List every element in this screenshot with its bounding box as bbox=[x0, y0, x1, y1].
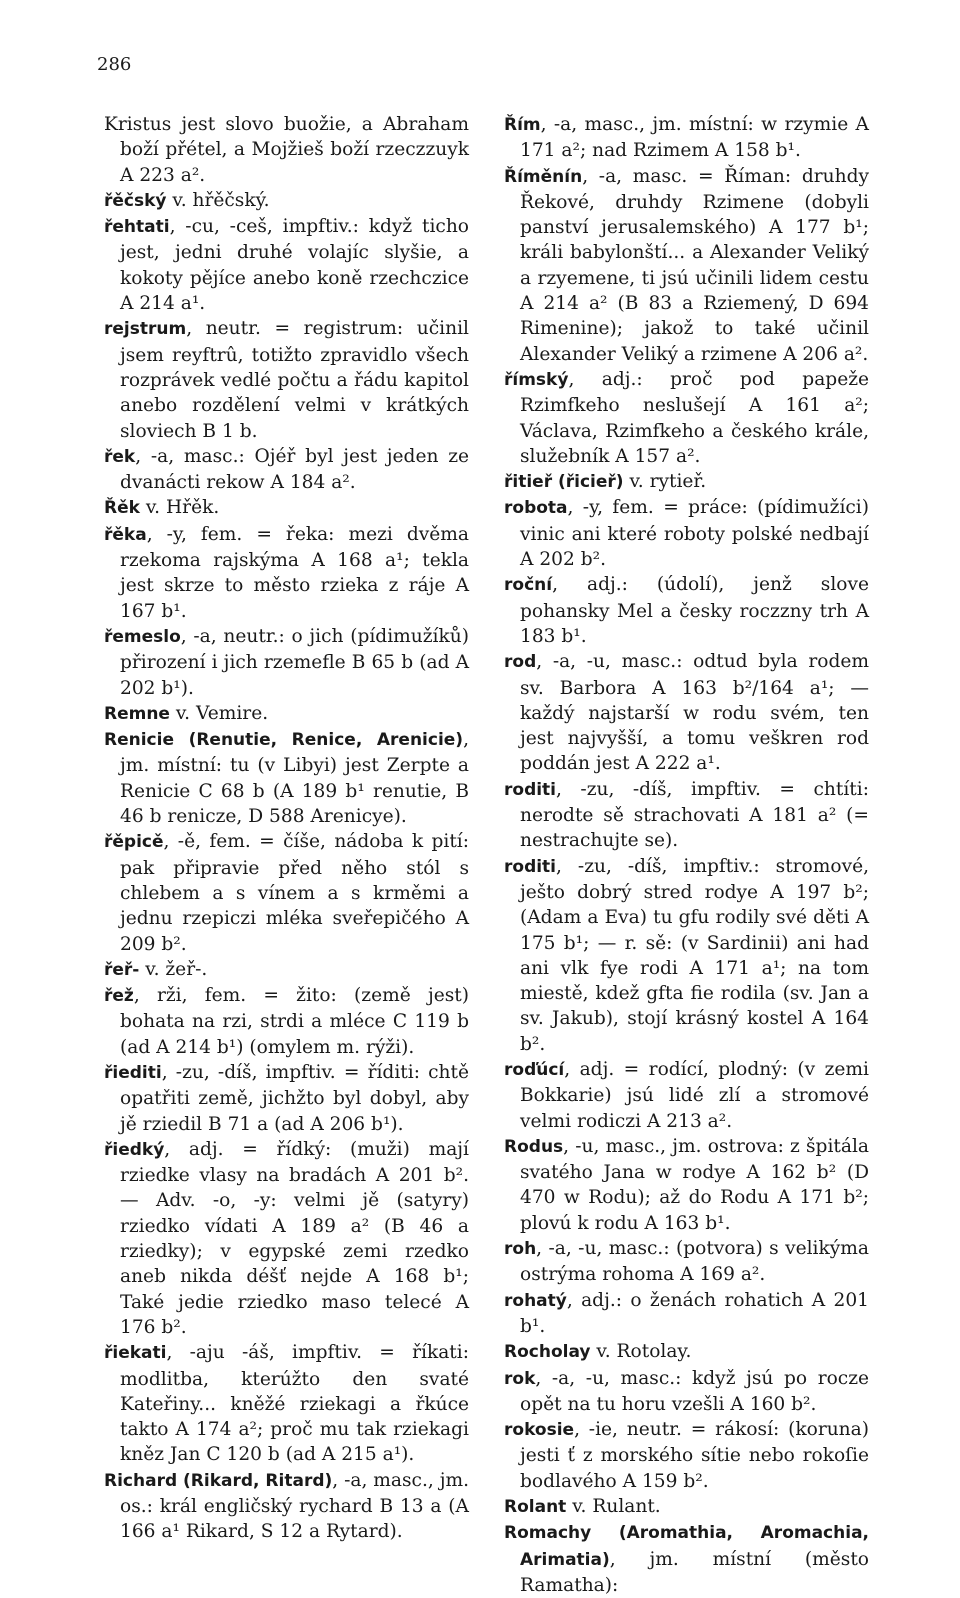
entry-headword: rohatý bbox=[504, 1290, 567, 1311]
entry-text: , neutr. = registrum: učinil jsem reyftrû, totižto zpravidlo všech rozprávek vedlé počtu a řádu kapitol anebo rozdělení velmi v krátkých sloviech B 1 b. bbox=[120, 318, 469, 442]
entry-text: , -a, -u, masc.: odtud byla rodem sv. Barbora A 163 b²/164 a¹; — každý najstarší w rodu svém, ten jest najvyšší, a tomu veškren rod poddán jest A 222 a¹. bbox=[520, 651, 869, 775]
dictionary-entry bbox=[104, 316, 469, 443]
entry-text: , -y, fem. = práce: (pídimužíci) vinic ani které roboty polské nedbají A 202 b². bbox=[520, 497, 869, 571]
dictionary-entry bbox=[104, 444, 469, 496]
dictionary-entry bbox=[104, 188, 469, 214]
dictionary-entry bbox=[504, 1520, 869, 1598]
entry-text: , -aju -áš, impftiv. = říkati: modlitba, kterúžto den svaté Kateřiny... kněžé rziekagi a řkúce takto A 174 a²; proč mu tak rziekagi kněz Jan C 120 b (ad A 215 a¹). bbox=[120, 1342, 469, 1466]
entry-headword: rejstrum bbox=[104, 319, 187, 340]
entry-text: , -zu, -díš, impftiv. = chtíti: nerodte sě strachovati A 181 a² (= nestrachujte se). bbox=[520, 778, 869, 852]
entry-headword: řehtati bbox=[104, 217, 170, 238]
dictionary-entry bbox=[504, 469, 869, 495]
entry-text: v. Vemire. bbox=[169, 702, 269, 724]
dictionary-entry bbox=[104, 1468, 469, 1545]
entry-headword: řěpicě bbox=[104, 832, 164, 853]
entry-headword: řiedký bbox=[104, 1139, 165, 1160]
dictionary-entry bbox=[504, 1366, 869, 1418]
entry-text: v. žeř-. bbox=[139, 958, 208, 980]
dictionary-entry bbox=[504, 1134, 869, 1236]
dictionary-entry bbox=[504, 1288, 869, 1340]
dictionary-entry bbox=[104, 1137, 469, 1340]
entry-headword: řěčský bbox=[104, 190, 167, 211]
entry-text: , jm. místní: tu (v Libyi) jest Zerpte a Renicie C 68 b (A 189 b¹ renutie, B 46 b renicze, D 588 Arenicye). bbox=[120, 729, 469, 828]
entry-headword: Rocholay bbox=[504, 1342, 591, 1363]
dictionary-entry bbox=[504, 164, 869, 367]
entry-text: , adj.: o ženách rohatich A 201 b¹. bbox=[520, 1289, 869, 1337]
entry-headword: robota bbox=[504, 498, 568, 519]
entry-headword: roditi bbox=[504, 856, 557, 877]
entry-headword: rokosie bbox=[504, 1420, 575, 1441]
entry-text: , jm. místní (město Ramatha): bbox=[520, 1548, 869, 1596]
dictionary-entry bbox=[504, 572, 869, 649]
dictionary-entry bbox=[104, 701, 469, 727]
entry-text: v. Rotolay. bbox=[590, 1341, 692, 1363]
entry-text: , -a, neutr.: o jich (pídimužíků) přirození i jich rzemefle B 65 b (ad A 202 b¹). bbox=[120, 625, 469, 699]
left-column bbox=[104, 112, 469, 1545]
dictionary-entry bbox=[504, 495, 869, 572]
entry-text: , -a, masc.: Ojéř byl jest jeden ze dvanácti rekow A 184 a². bbox=[120, 445, 469, 494]
dictionary-entry bbox=[104, 1340, 469, 1467]
entry-headword: Řím bbox=[504, 115, 541, 135]
entry-text: , -ě, fem. = číše, nádoba k pití: pak připravie před něho stól s chlebem a s vínem a s krměmi a jednu rzepiczi mléka sveřepičého A 209 b². bbox=[120, 831, 469, 955]
dictionary-entry bbox=[104, 983, 469, 1060]
entry-headword: řemeslo bbox=[104, 626, 181, 647]
dictionary-entry bbox=[104, 727, 469, 829]
entry-headword: Rodus bbox=[504, 1136, 564, 1157]
dictionary-entry bbox=[104, 624, 469, 701]
entry-text: v. Hřěk. bbox=[139, 497, 220, 519]
entry-text: , -cu, -ceš, impftiv.: když ticho jest, jedni druhé volajíc slyšie, a kokoty pějíce anebo koně rzechczice A 214 a¹. bbox=[120, 216, 469, 315]
entry-text: v. hřěčský. bbox=[166, 189, 270, 211]
entry-text: , -a, masc. = Říman: druhdy Řekové, druhdy Rzimene (dobyli panství jerusalemského) A 177 b¹; králi babylonští... a Alexander Veliký a rzyemene, ti jsú učinili lidem cestu A 214 a² (B 83 a Rziemený, D 694 Rimenine); jakož to také učinil Alexander Veliký a rzimene A 206 a². bbox=[520, 165, 869, 365]
entry-headword: Romachy (Aromathia, Aromachia, Arimatia) bbox=[504, 1523, 869, 1570]
dictionary-entry bbox=[504, 777, 869, 854]
entry-headword: roh bbox=[504, 1239, 537, 1260]
dictionary-entry bbox=[104, 112, 469, 188]
dictionary-entry bbox=[504, 1494, 869, 1520]
page-number: 286 bbox=[97, 54, 132, 75]
entry-text: , adj.: proč pod papeže Rzimfkeho neslušejí A 161 a²; Václava, Rzimfkeho a českého krále, služebník A 157 a². bbox=[520, 368, 869, 467]
entry-headword: Říměnín bbox=[504, 166, 583, 187]
entry-headword: římský bbox=[504, 369, 569, 390]
dictionary-entry bbox=[104, 214, 469, 316]
entry-text: , -ie, neutr. = rákosí: (koruna) jesti ť z morského sítie nebo rokoſie bodlavého A 159 b². bbox=[520, 1419, 869, 1492]
entry-headword: řeř- bbox=[104, 959, 140, 980]
entry-text: , -a, masc., jm. os.: král engličský rychard B 13 a (A 166 a¹ Rikard, S 12 a Rytard). bbox=[120, 1469, 470, 1543]
entry-headword: řiediti bbox=[104, 1062, 162, 1083]
entry-headword: Řěk bbox=[104, 498, 140, 519]
entry-text: v. Rulant. bbox=[566, 1496, 661, 1518]
entry-text: , -a, masc., jm. místní: w rzymie A 171 a²; nad Rzimem A 158 b¹. bbox=[520, 114, 869, 162]
dictionary-entry bbox=[504, 854, 869, 1057]
entry-text: , adj. = řídký: (muži) mají rziedke vlasy na bradách A 201 b². — Adv. -o, -y: velmi jě (satyry) rziedko vídati A 189 a² (B 46 a rziedky); v egypské zemi rzedko aneb nikda déšť nejde A 168 b¹; Také jedie rziedko maso telecé A 176 b². bbox=[120, 1138, 469, 1338]
entry-headword: Rolant bbox=[504, 1497, 567, 1518]
entry-text: Kristus jest slovo buožie, a Abraham boží přétel, a Mojžieš boží rzeczzuyk A 223 a². bbox=[104, 114, 469, 186]
entry-headword: řiekati bbox=[104, 1343, 167, 1364]
entry-headword: řež bbox=[104, 986, 134, 1007]
entry-text: , -a, -u, masc.: (potvora) s velikýma ostrýma rohoma A 169 a². bbox=[520, 1238, 869, 1286]
dictionary-entry bbox=[104, 1060, 469, 1137]
dictionary-entry bbox=[104, 829, 469, 956]
entry-text: , rži, fem. = žito: (země jest) bohata na rzi, strdi a mléce C 119 b (ad A 214 b¹) (omylem m. rýži). bbox=[120, 985, 469, 1058]
dictionary-entry bbox=[504, 1236, 869, 1288]
dictionary-entry bbox=[104, 522, 469, 624]
entry-headword: Renicie (Renutie, Renice, Arenicie) bbox=[104, 730, 464, 751]
entry-headword: řek bbox=[104, 446, 136, 467]
entry-headword: roďúcí bbox=[504, 1059, 565, 1080]
entry-text: v. rytieř. bbox=[623, 471, 707, 493]
entry-text: , -zu, -díš, impftiv.: stromové, ješto dobrý stred rodye A 197 b²; (Adam a Eva) tu gfu rodily své děti A 175 b¹; — r. sě: (v Sardinii) ani had ani vlk fye rodi A 171 a¹; na tom miestě, kdež gfta fie rodila (sv. Jan a sv. Jakub), stojí krásný kostel A 164 b². bbox=[520, 855, 869, 1055]
entry-headword: rod bbox=[504, 652, 537, 673]
entry-text: , adj.: (údolí), jenž slove pohansky Mel a česky roczzny trh A 183 b¹. bbox=[520, 574, 869, 647]
dictionary-entry bbox=[504, 1057, 869, 1134]
entry-headword: roční bbox=[504, 575, 553, 596]
dictionary-entry bbox=[504, 1417, 869, 1494]
entry-headword: řitieř (řicieř) bbox=[504, 472, 624, 493]
dictionary-entry bbox=[504, 112, 869, 164]
entry-headword: Remne bbox=[104, 703, 170, 724]
dictionary-entry bbox=[104, 495, 469, 521]
entry-headword: řěka bbox=[104, 524, 147, 545]
entry-text: , -a, -u, masc.: když jsú po rocze opět na tu horu vzešli A 160 b². bbox=[520, 1367, 869, 1415]
entry-headword: Richard (Rikard, Ritard) bbox=[104, 1470, 333, 1491]
entry-text: , -zu, -díš, impftiv. = říditi: chtě opatřiti země, jichžto byl dobyl, aby jě rziedil B 71 a (ad A 206 b¹). bbox=[120, 1061, 469, 1135]
dictionary-entry bbox=[504, 649, 869, 776]
entry-text: , adj. = rodící, plodný: (v zemi Bokkarie) jsú lidé zlí a stromové velmi rodiczi A 213 a². bbox=[520, 1058, 869, 1132]
entry-text: , -y, fem. = řeka: mezi dvěma rzekoma rajskýma A 168 a¹; tekla jest skrze to město rzieka z ráje A 167 b¹. bbox=[120, 523, 469, 622]
entry-headword: roditi bbox=[504, 779, 557, 800]
dictionary-entry bbox=[504, 367, 869, 469]
dictionary-entry bbox=[504, 1339, 869, 1365]
dictionary-entry bbox=[104, 957, 469, 983]
entry-text: , -u, masc., jm. ostrova: z špitála svatého Jana w rodye A 162 b² (D 470 w Rodu); až do Rodu A 171 b²; plovú k rodu A 163 b¹. bbox=[520, 1135, 869, 1234]
right-column bbox=[504, 112, 869, 1598]
entry-headword: rok bbox=[504, 1368, 536, 1389]
